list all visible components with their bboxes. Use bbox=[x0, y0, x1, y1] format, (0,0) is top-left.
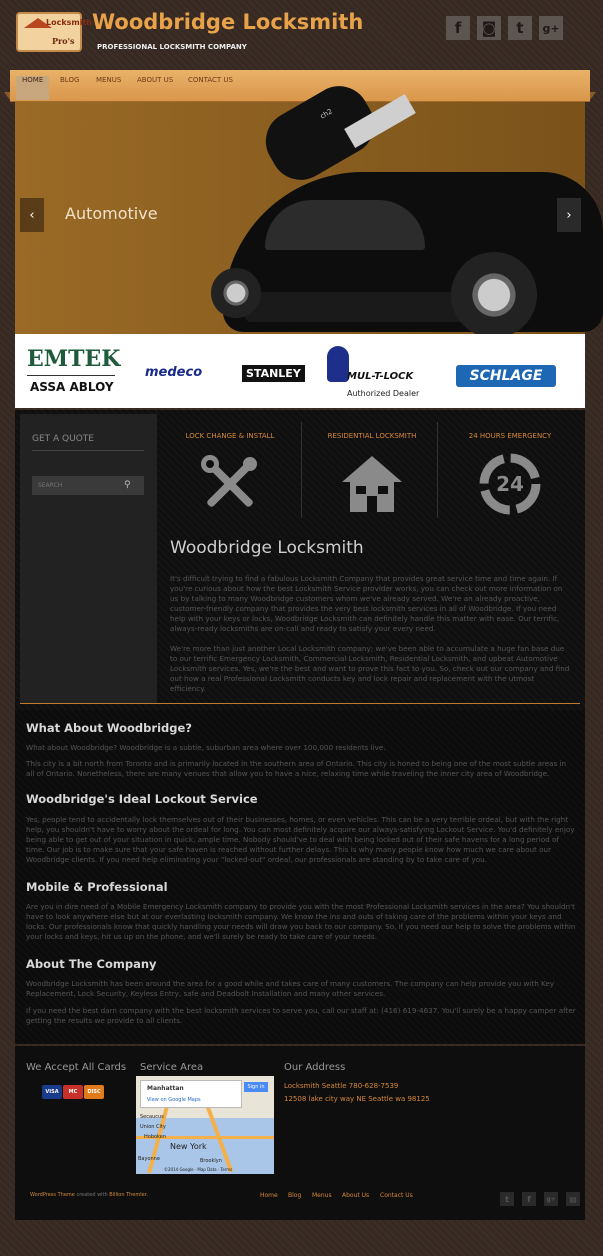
billion-themler-link[interactable]: Billion Themler. bbox=[109, 1192, 148, 1198]
view-on-google-maps-link[interactable]: View on Google Maps bbox=[147, 1097, 201, 1103]
nav-blog[interactable]: BLOG bbox=[60, 76, 80, 84]
footer-credit bbox=[30, 1192, 148, 1198]
emtek-divider bbox=[27, 375, 115, 376]
nav-about-us[interactable]: ABOUT US bbox=[137, 76, 174, 84]
map-info-box bbox=[140, 1080, 242, 1108]
section-paragraph: If you need the best darn company with the best locksmith services to serve you, call our staff at: (416) 619-4637. You'll surely be a happy camper after getting the results we provide to all clients. bbox=[26, 1006, 576, 1025]
footer-link-home[interactable]: Home bbox=[260, 1192, 278, 1199]
main-nav bbox=[10, 70, 590, 102]
service-area-map[interactable] bbox=[136, 1076, 274, 1174]
address-line-2: 12508 lake city way NE Seattle wa 98125 bbox=[284, 1095, 430, 1103]
instagram-icon[interactable]: ◙ bbox=[477, 16, 501, 40]
nav-menus[interactable]: MENUS bbox=[96, 76, 122, 84]
quote-divider bbox=[32, 450, 144, 451]
map-sign-in-button[interactable]: Sign in bbox=[244, 1082, 268, 1092]
twitter-icon[interactable]: t bbox=[500, 1192, 514, 1206]
site-tagline: PROFESSIONAL LOCKSMITH COMPANY bbox=[97, 43, 247, 51]
tools-icon bbox=[198, 452, 262, 516]
authorized-dealer: Authorized Dealer bbox=[347, 389, 420, 398]
stanley-logo: STANLEY bbox=[242, 365, 305, 382]
section-paragraph: Yes, people tend to accidentally lock themselves out of their businesses, homes, or even vehicles. This can be a very terrible ordeal, but with the right help, you shouldn't have to worry about the ordeal for long. You can most definitely acquire our always-satisfying Lockout Service. You'd definitely enjoy being able to get out of your situation in quick, ample time. Nobody should've to deal with being locked out of their safe havens for a long period of time. Our job is to make sure that your safe haven is reached without further delays. This is why many people know how much we care about our Woodbridge clients. If you need help eliminating your "locked-out" ordeal, our professionals are standing by to take care of you. bbox=[26, 815, 575, 864]
intro-paragraph-1: It's difficult trying to find a fabulous Locksmith Company that provides great service time and time again. If you're curious about how the best Locksmith Service provider works, you can check out more information on us by talking to many Woodbridge customers whom we've already served. We're an already proactive, customer-friendly company that provides the very best locksmith services in all of Woodbridge. If you need help with your keys or locks, Woodbridge Locksmith can definitely handle this matter with ease. Our terrific, always-ready locksmiths are on-call and ready to satisfy your every need. bbox=[170, 574, 563, 633]
mul-t-lock-key-icon bbox=[327, 346, 349, 382]
logo-text-line2: Pro's bbox=[52, 36, 75, 46]
section-title: Woodbridge's Ideal Lockout Service bbox=[26, 792, 258, 806]
discover-card-icon: DISC bbox=[84, 1085, 104, 1099]
visa-card-icon: VISA bbox=[42, 1085, 62, 1099]
feature-residential[interactable] bbox=[302, 414, 442, 526]
service-area-title: Service Area bbox=[140, 1062, 204, 1073]
feature-title: LOCK CHANGE & INSTALL bbox=[185, 432, 275, 440]
section-title: About The Company bbox=[26, 957, 157, 971]
address-line-1: Locksmith Seattle 780-628-7539 bbox=[284, 1082, 399, 1090]
section-title: Mobile & Professional bbox=[26, 880, 168, 894]
badge-24: 24 bbox=[496, 472, 524, 496]
logo-text-line1: Locksmith bbox=[46, 18, 93, 27]
google-plus-icon[interactable]: g+ bbox=[544, 1192, 558, 1206]
twitter-icon[interactable]: t bbox=[508, 16, 532, 40]
section-divider bbox=[20, 703, 580, 704]
wordpress-theme-link[interactable]: WordPress Theme bbox=[30, 1192, 75, 1198]
slider-prev-button[interactable]: ‹ bbox=[20, 198, 44, 232]
section-paragraph: What about Woodbridge? Woodbridge is a subtle, suburban area where over 100,000 residents live. bbox=[26, 743, 386, 752]
map-label: Brooklyn bbox=[200, 1158, 222, 1164]
logo[interactable] bbox=[16, 12, 93, 52]
quote-sidebar bbox=[20, 414, 157, 704]
footer-link-blog[interactable]: Blog bbox=[288, 1192, 302, 1199]
schlage-logo: SCHLAGE bbox=[456, 365, 556, 387]
section-paragraph: Are you in dire need of a Mobile Emergency Locksmith company to provide you with the most Professional Locksmith services in the area? You shouldn't have to look anywhere else but at our everlasting locksmith company. We know the ins and outs of taking care of the problems within your keys and locks. Our professionals know that quickly handling your needs will draw you back to our company. So, if you need our help to solve the problems within your locks and keys, hit us up on the phone, and we'll surely be ready to take care of your needs. bbox=[26, 902, 576, 941]
footer-link-contact-us[interactable]: Contact Us bbox=[380, 1192, 413, 1199]
slider-next-button[interactable]: › bbox=[557, 198, 581, 232]
mul-t-lock-logo: MUL-T-LOCK bbox=[347, 371, 414, 382]
google-plus-icon[interactable]: g+ bbox=[539, 16, 563, 40]
brand-strip bbox=[15, 334, 585, 408]
map-label: Secaucus bbox=[140, 1114, 164, 1120]
section-title: What About Woodbridge? bbox=[26, 721, 192, 735]
rss-icon[interactable]: ▤ bbox=[566, 1192, 580, 1206]
emtek-logo: EMTEK bbox=[27, 346, 121, 372]
car-wheel bbox=[451, 252, 537, 338]
map-label: Bayonne bbox=[138, 1156, 160, 1162]
intro-paragraph-2: We're more than just another Local Locksmith company; we've been able to accumulate a huge fan base due to our terrific Emergency Locksmith, Commercial Locksmith, Residential Locksmith, and upbeat Automotive Locksmith services. Yes, we're the best and want to prove this fact to you. So, check out our company and find out how a real Professional Locksmith conducts key and lock repair and replacement with the utmost efficiency. bbox=[170, 644, 570, 693]
feature-emergency[interactable] bbox=[440, 414, 580, 526]
feature-title: 24 HOURS EMERGENCY bbox=[468, 432, 552, 440]
map-label: New York bbox=[170, 1142, 207, 1151]
address-title: Our Address bbox=[284, 1062, 346, 1073]
feature-title: RESIDENTIAL LOCKSMITH bbox=[327, 432, 417, 440]
clock-24-icon bbox=[478, 452, 542, 516]
mastercard-icon: MC bbox=[63, 1085, 83, 1099]
search-icon[interactable]: ⚲ bbox=[124, 480, 131, 490]
slide-caption: Automotive bbox=[65, 204, 158, 223]
map-copyright: ©2014 Google · Map Data · Terms bbox=[164, 1167, 233, 1172]
car-wheel bbox=[211, 268, 261, 318]
facebook-icon[interactable]: f bbox=[522, 1192, 536, 1206]
hero-slider bbox=[15, 102, 585, 334]
nav-home[interactable]: HOME bbox=[16, 76, 49, 100]
house-icon bbox=[340, 452, 404, 516]
car-windshield bbox=[265, 200, 425, 250]
key-label: ch2 bbox=[318, 107, 334, 121]
feature-divider bbox=[437, 422, 438, 518]
map-city: Manhattan bbox=[147, 1085, 184, 1092]
site-title[interactable]: Woodbridge Locksmith bbox=[92, 10, 364, 34]
section-paragraph: Woodbridge Locksmith has been around the area for a good while and takes care of many customers. The company can help provide you with Key Replacement, Lock Security, Keyless Entry, safe and Deadbolt Installation and many other services. bbox=[26, 979, 555, 998]
facebook-icon[interactable]: f bbox=[446, 16, 470, 40]
feature-lock-change[interactable] bbox=[160, 414, 300, 526]
intro-title: Woodbridge Locksmith bbox=[170, 538, 364, 558]
cards-title: We Accept All Cards bbox=[26, 1062, 127, 1073]
map-label: Hoboken bbox=[144, 1134, 167, 1140]
quote-title: GET A QUOTE bbox=[32, 434, 94, 444]
credit-text: created with bbox=[74, 1192, 110, 1198]
ribbon-right bbox=[590, 92, 596, 100]
map-label: Union City bbox=[140, 1124, 166, 1130]
nav-contact-us[interactable]: CONTACT US bbox=[188, 76, 233, 84]
assa-abloy-logo: ASSA ABLOY bbox=[30, 380, 114, 394]
section-paragraph: This city is a bit north from Toronto and is primarily located in the southern area of Ontario. This city is honed to being one of the most subtle areas in all of Ontario. Nonetheless, there are many venues that allow you to have a nice, relaxing time while traveling the inner city area of Woodbridge. bbox=[26, 759, 567, 778]
medeco-logo: medeco bbox=[145, 365, 203, 380]
ribbon-left bbox=[4, 92, 10, 100]
footer-link-menus[interactable]: Menus bbox=[312, 1192, 332, 1199]
footer-link-about-us[interactable]: About Us bbox=[342, 1192, 370, 1199]
